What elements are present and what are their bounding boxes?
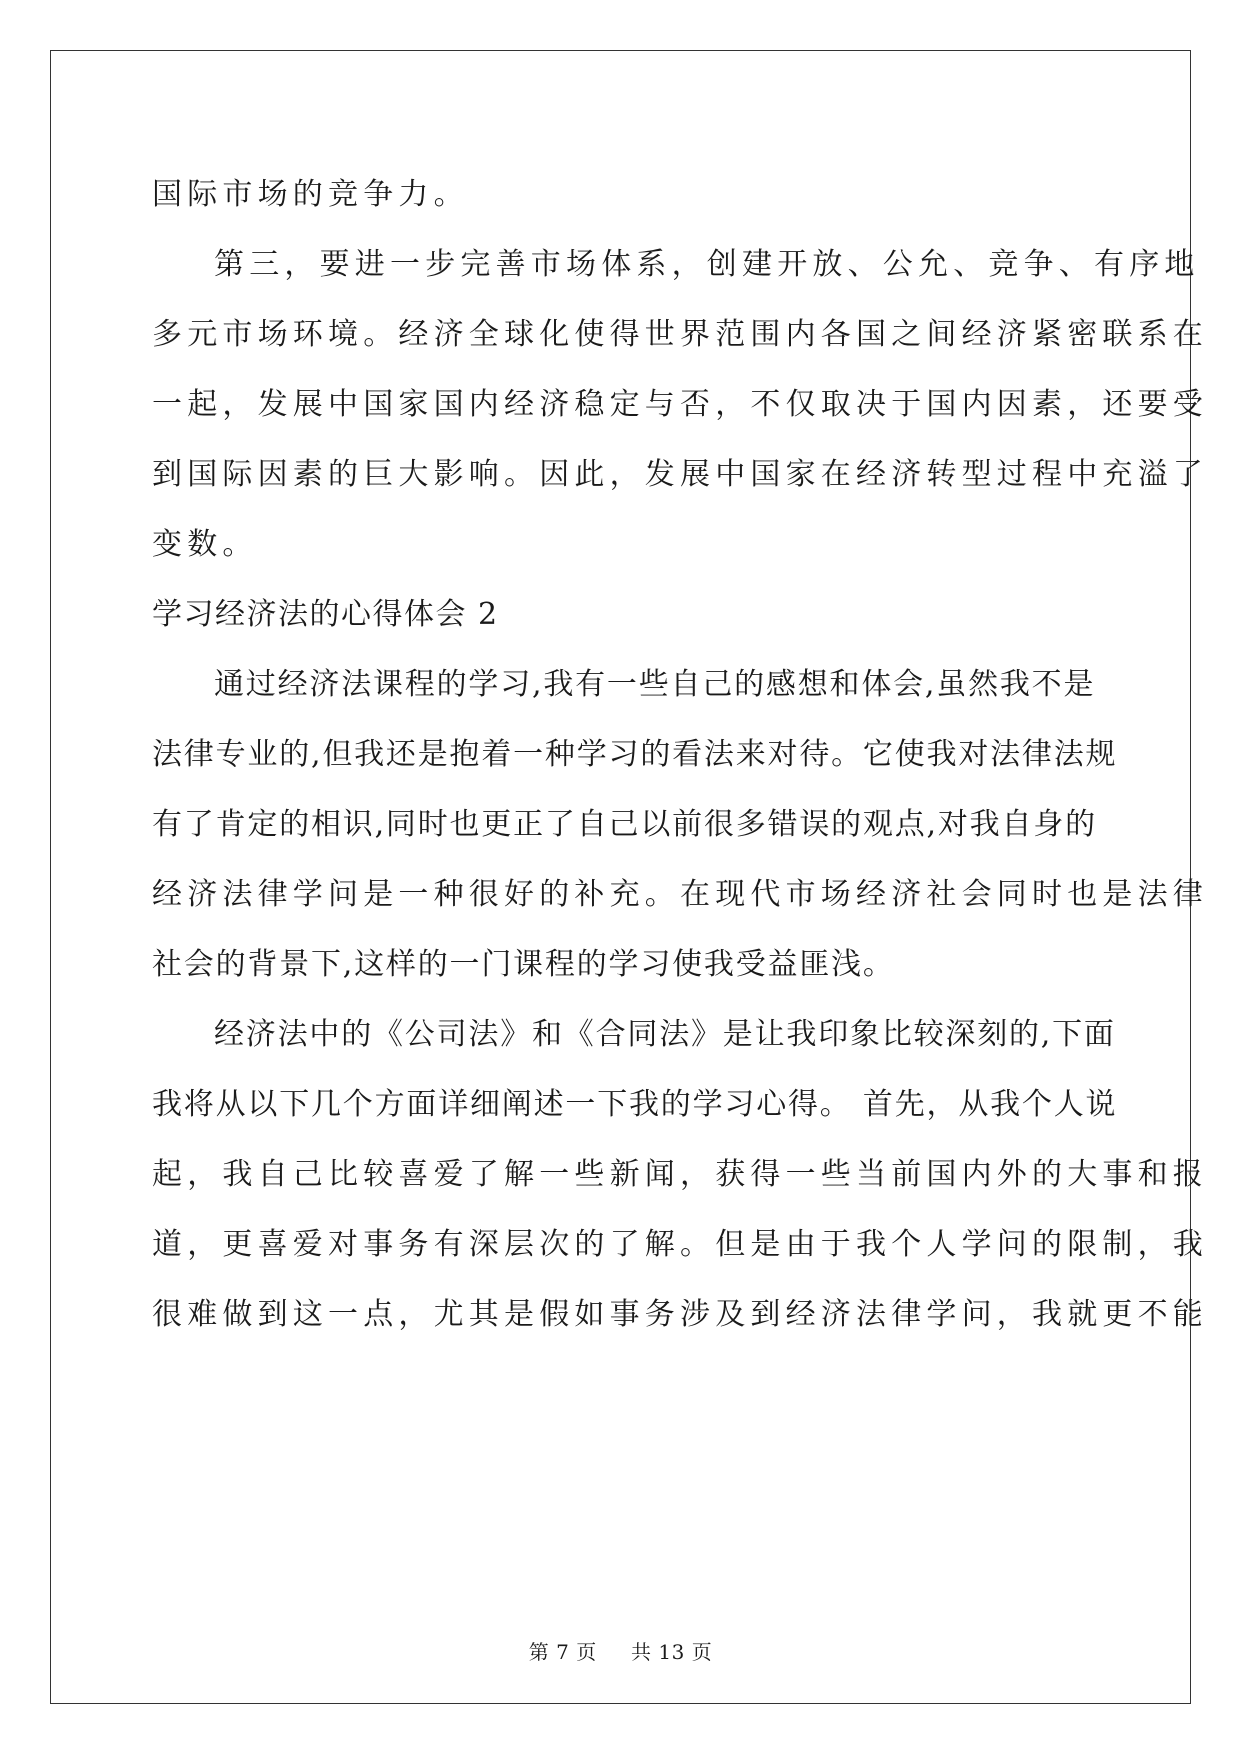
paragraph-line: 多元市场环境。经济全球化使得世界范围内各国之间经济紧密联系在 — [152, 317, 1208, 352]
paragraph-line: 道，更喜爱对事务有深层次的了解。但是由于我个人学问的限制，我 — [152, 1227, 1208, 1262]
section-heading: 学习经济法的心得体会 2 — [152, 597, 499, 632]
paragraph-line: 通过经济法课程的学习,我有一些自己的感想和体会,虽然我不是 — [214, 667, 1096, 702]
paragraph-line: 第三，要进一步完善市场体系，创建开放、公允、竞争、有序地 — [214, 247, 1200, 282]
page-number: 第 7 页 — [528, 1640, 597, 1664]
paragraph-line: 经济法中的《公司法》和《合同法》是让我印象比较深刻的,下面 — [214, 1017, 1116, 1052]
paragraph-line: 变数。 — [152, 527, 258, 562]
paragraph-line: 到国际因素的巨大影响。因此，发展中国家在经济转型过程中充溢了 — [152, 457, 1208, 492]
paragraph-line: 法律专业的,但我还是抱着一种学习的看法来对待。它使我对法律法规 — [152, 737, 1118, 772]
paragraph-line: 我将从以下几个方面详细阐述一下我的学习心得。 首先，从我个人说 — [152, 1087, 1118, 1122]
paragraph-line: 经济法律学问是一种很好的补充。在现代市场经济社会同时也是法律 — [152, 877, 1208, 912]
paragraph-line: 有了肯定的相识,同时也更正了自己以前很多错误的观点,对我自身的 — [152, 807, 1097, 842]
paragraph-line: 起，我自己比较喜爱了解一些新闻，获得一些当前国内外的大事和报 — [152, 1157, 1208, 1192]
page-footer — [0, 1636, 1241, 1665]
paragraph-line: 很难做到这一点，尤其是假如事务涉及到经济法律学问，我就更不能 — [152, 1297, 1208, 1332]
paragraph-line: 国际市场的竞争力。 — [152, 177, 469, 212]
paragraph-line: 社会的背景下,这样的一门课程的学习使我受益匪浅。 — [152, 947, 895, 982]
paragraph-line: 一起，发展中国家国内经济稳定与否，不仅取决于国内因素，还要受 — [152, 387, 1208, 422]
page-total: 共 13 页 — [631, 1640, 713, 1664]
document-body — [152, 160, 1208, 1350]
